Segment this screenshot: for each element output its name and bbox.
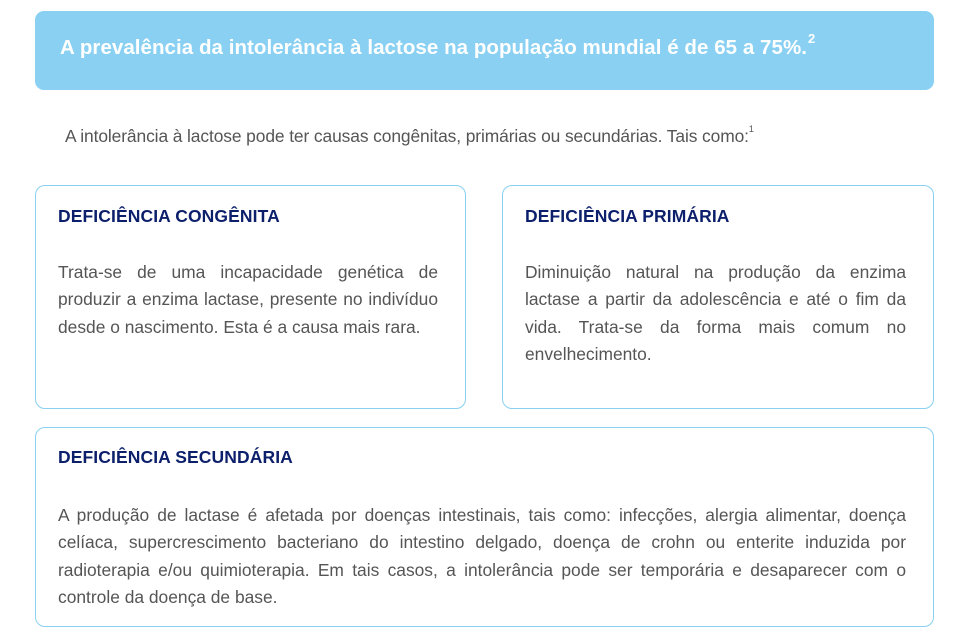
intro-paragraph [65,126,754,147]
card-primary-deficiency [502,185,934,409]
prevalence-banner [35,11,934,90]
card-body: Trata-se de uma incapacidade genética de produzir a enzima lactase, presente no indivíduo desde o nascimento. Esta é a causa mais rara. [58,262,438,337]
card-congenital-deficiency [35,185,466,409]
intro-footnote-ref: 1 [748,124,754,134]
card-title: DEFICIÊNCIA PRIMÁRIA [525,206,730,226]
card-body: A produção de lactase é afetada por doenças intestinais, tais como: infecções, alergia alimentar, doença celíaca, supercrescimento bacteriano do intestino delgado, doença de crohn ou enterite induzida por radioterapia e/ou quimioterapia. Em tais casos, a intolerância pode ser temporária e desaparecer com o controle da doença de base. [58,505,906,607]
card-title: DEFICIÊNCIA CONGÊNITA [58,206,280,226]
card-secondary-deficiency [35,427,934,627]
banner-headline-text: A prevalência da intolerância à lactose na população mundial é de 65 a 75%. [60,36,807,59]
intro-text: A intolerância à lactose pode ter causas congênitas, primárias ou secundárias. Tais como: [65,126,749,146]
banner-footnote-ref: 2 [807,31,816,46]
card-body: Diminuição natural na produção da enzima lactase a partir da adolescência e até o fim da vida. Trata-se da forma mais comum no envelhecimento. [525,262,906,364]
card-title: DEFICIÊNCIA SECUNDÁRIA [58,447,293,467]
banner-headline [60,31,816,60]
